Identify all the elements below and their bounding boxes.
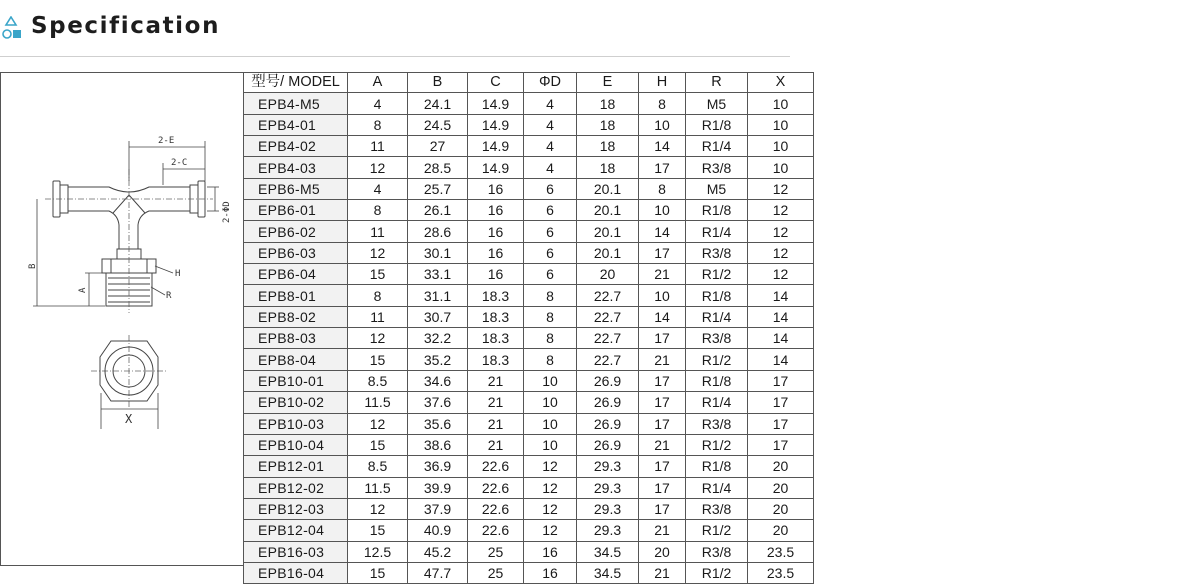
value-cell: 34.6 — [408, 370, 468, 391]
value-cell: 17 — [639, 456, 686, 477]
value-cell: 17 — [639, 242, 686, 263]
value-cell: 20 — [748, 498, 814, 519]
value-cell: 10 — [524, 413, 577, 434]
value-cell: R1/8 — [686, 200, 748, 221]
section-header — [0, 10, 790, 46]
value-cell: 10 — [748, 157, 814, 178]
value-cell: R1/4 — [686, 221, 748, 242]
value-cell: 35.6 — [408, 413, 468, 434]
value-cell: 21 — [639, 349, 686, 370]
value-cell: R1/8 — [686, 456, 748, 477]
value-cell: 17 — [639, 477, 686, 498]
value-cell: 10 — [524, 392, 577, 413]
dim-label-2c: 2-C — [171, 158, 188, 168]
table-row — [244, 264, 814, 285]
value-cell: 24.5 — [408, 114, 468, 135]
model-cell: EPB6-03 — [244, 242, 348, 263]
table-row — [244, 477, 814, 498]
table-row — [244, 221, 814, 242]
value-cell: 12 — [748, 221, 814, 242]
value-cell: 11.5 — [348, 392, 408, 413]
value-cell: 20 — [748, 456, 814, 477]
value-cell: 29.3 — [577, 520, 639, 541]
value-cell: 17 — [639, 328, 686, 349]
value-cell: R3/8 — [686, 157, 748, 178]
table-row — [244, 306, 814, 327]
model-cell: EPB8-03 — [244, 328, 348, 349]
value-cell: 18 — [577, 136, 639, 157]
value-cell: 14 — [639, 306, 686, 327]
value-cell: R1/2 — [686, 349, 748, 370]
table-row — [244, 285, 814, 306]
column-header: X — [748, 73, 814, 93]
value-cell: 12 — [524, 477, 577, 498]
value-cell: 17 — [748, 434, 814, 455]
model-cell: EPB8-04 — [244, 349, 348, 370]
value-cell: 14 — [748, 328, 814, 349]
value-cell: 20 — [748, 520, 814, 541]
value-cell: 11 — [348, 306, 408, 327]
value-cell: R3/8 — [686, 498, 748, 519]
value-cell: R1/4 — [686, 136, 748, 157]
value-cell: 18.3 — [468, 306, 524, 327]
model-cell: EPB16-03 — [244, 541, 348, 562]
value-cell: 17 — [639, 392, 686, 413]
column-header: H — [639, 73, 686, 93]
value-cell: 4 — [348, 178, 408, 199]
table-row — [244, 562, 814, 583]
model-cell: EPB12-04 — [244, 520, 348, 541]
model-cell: EPB4-M5 — [244, 93, 348, 114]
value-cell: M5 — [686, 178, 748, 199]
value-cell: 14 — [748, 349, 814, 370]
table-row — [244, 498, 814, 519]
value-cell: 16 — [468, 178, 524, 199]
value-cell: 29.3 — [577, 498, 639, 519]
dim-label-h: H — [175, 269, 181, 279]
value-cell: 38.6 — [408, 434, 468, 455]
model-cell: EPB6-04 — [244, 264, 348, 285]
value-cell: 6 — [524, 221, 577, 242]
value-cell: 29.3 — [577, 477, 639, 498]
table-row — [244, 541, 814, 562]
table-row — [244, 200, 814, 221]
table-row — [244, 114, 814, 135]
value-cell: 17 — [639, 498, 686, 519]
value-cell: 22.7 — [577, 349, 639, 370]
value-cell: 11 — [348, 136, 408, 157]
value-cell: 23.5 — [748, 562, 814, 583]
value-cell: 15 — [348, 349, 408, 370]
value-cell: 21 — [468, 413, 524, 434]
model-cell: EPB12-03 — [244, 498, 348, 519]
value-cell: 16 — [468, 200, 524, 221]
value-cell: 11 — [348, 221, 408, 242]
column-header: E — [577, 73, 639, 93]
value-cell: 16 — [524, 562, 577, 583]
value-cell: 16 — [468, 242, 524, 263]
value-cell: R1/4 — [686, 392, 748, 413]
value-cell: 12 — [524, 520, 577, 541]
value-cell: 17 — [639, 413, 686, 434]
model-cell: EPB8-02 — [244, 306, 348, 327]
value-cell: 18 — [577, 157, 639, 178]
value-cell: 10 — [524, 434, 577, 455]
value-cell: 22.6 — [468, 456, 524, 477]
value-cell: 8 — [524, 306, 577, 327]
value-cell: 40.9 — [408, 520, 468, 541]
value-cell: R1/2 — [686, 520, 748, 541]
value-cell: 18.3 — [468, 349, 524, 370]
value-cell: 29.3 — [577, 456, 639, 477]
value-cell: 8.5 — [348, 456, 408, 477]
model-cell: EPB6-01 — [244, 200, 348, 221]
value-cell: 4 — [524, 136, 577, 157]
value-cell: 8 — [524, 285, 577, 306]
value-cell: R1/2 — [686, 562, 748, 583]
technical-drawing — [0, 72, 243, 566]
value-cell: 16 — [524, 541, 577, 562]
value-cell: R1/2 — [686, 264, 748, 285]
value-cell: 37.6 — [408, 392, 468, 413]
value-cell: 18 — [577, 93, 639, 114]
value-cell: 33.1 — [408, 264, 468, 285]
dim-label-2e: 2-E — [158, 136, 175, 146]
value-cell: 22.6 — [468, 498, 524, 519]
value-cell: 10 — [524, 370, 577, 391]
table-row — [244, 456, 814, 477]
value-cell: 20.1 — [577, 200, 639, 221]
tee-fitting-drawing — [1, 73, 244, 567]
specification-table — [243, 72, 814, 584]
model-cell: EPB10-01 — [244, 370, 348, 391]
value-cell: 12 — [348, 157, 408, 178]
value-cell: 25 — [468, 541, 524, 562]
value-cell: 23.5 — [748, 541, 814, 562]
value-cell: 12 — [748, 264, 814, 285]
value-cell: 10 — [748, 114, 814, 135]
dim-label-b: B — [28, 263, 38, 269]
value-cell: 18.3 — [468, 285, 524, 306]
table-row — [244, 434, 814, 455]
value-cell: 8 — [348, 114, 408, 135]
value-cell: 12 — [348, 242, 408, 263]
table-row — [244, 370, 814, 391]
value-cell: 6 — [524, 200, 577, 221]
value-cell: 26.9 — [577, 370, 639, 391]
value-cell: 20.1 — [577, 178, 639, 199]
value-cell: R3/8 — [686, 413, 748, 434]
header-divider — [0, 56, 790, 57]
value-cell: 12 — [348, 498, 408, 519]
column-header: A — [348, 73, 408, 93]
value-cell: R1/4 — [686, 477, 748, 498]
table-row — [244, 520, 814, 541]
value-cell: 12 — [524, 498, 577, 519]
dim-label-r: R — [166, 291, 172, 301]
value-cell: 16 — [468, 221, 524, 242]
value-cell: 25 — [468, 562, 524, 583]
value-cell: 8 — [348, 200, 408, 221]
value-cell: 15 — [348, 264, 408, 285]
value-cell: R1/4 — [686, 306, 748, 327]
value-cell: 17 — [748, 392, 814, 413]
value-cell: 28.5 — [408, 157, 468, 178]
column-header: B — [408, 73, 468, 93]
value-cell: 8 — [524, 349, 577, 370]
value-cell: 14.9 — [468, 114, 524, 135]
value-cell: 30.1 — [408, 242, 468, 263]
model-cell: EPB12-02 — [244, 477, 348, 498]
column-header: C — [468, 73, 524, 93]
value-cell: 12 — [348, 328, 408, 349]
dim-label-x: X — [125, 412, 133, 426]
model-cell: EPB12-01 — [244, 456, 348, 477]
value-cell: 8 — [524, 328, 577, 349]
column-header: ΦD — [524, 73, 577, 93]
value-cell: 4 — [524, 114, 577, 135]
value-cell: R1/8 — [686, 370, 748, 391]
value-cell: 18 — [577, 114, 639, 135]
value-cell: 4 — [524, 157, 577, 178]
value-cell: 14.9 — [468, 93, 524, 114]
table-row — [244, 136, 814, 157]
value-cell: 10 — [748, 136, 814, 157]
shapes-icon — [2, 16, 22, 42]
table-row — [244, 242, 814, 263]
value-cell: 8 — [639, 178, 686, 199]
model-cell: EPB4-03 — [244, 157, 348, 178]
model-cell: EPB6-M5 — [244, 178, 348, 199]
model-cell: EPB16-04 — [244, 562, 348, 583]
value-cell: 22.6 — [468, 520, 524, 541]
value-cell: 10 — [639, 114, 686, 135]
table-row — [244, 413, 814, 434]
value-cell: 26.9 — [577, 413, 639, 434]
value-cell: 10 — [639, 285, 686, 306]
value-cell: 24.1 — [408, 93, 468, 114]
value-cell: 45.2 — [408, 541, 468, 562]
value-cell: 31.1 — [408, 285, 468, 306]
value-cell: 30.7 — [408, 306, 468, 327]
value-cell: 35.2 — [408, 349, 468, 370]
value-cell: 14 — [639, 136, 686, 157]
value-cell: 20 — [577, 264, 639, 285]
dim-label-a: A — [78, 287, 88, 293]
model-cell: EPB10-02 — [244, 392, 348, 413]
value-cell: 18.3 — [468, 328, 524, 349]
value-cell: 17 — [639, 370, 686, 391]
value-cell: 20 — [639, 541, 686, 562]
model-cell: EPB6-02 — [244, 221, 348, 242]
model-cell: EPB10-04 — [244, 434, 348, 455]
table-header-row — [244, 73, 814, 93]
value-cell: 17 — [748, 370, 814, 391]
value-cell: 21 — [639, 562, 686, 583]
value-cell: 14.9 — [468, 157, 524, 178]
value-cell: 15 — [348, 434, 408, 455]
value-cell: 8 — [348, 285, 408, 306]
value-cell: 34.5 — [577, 541, 639, 562]
value-cell: 12.5 — [348, 541, 408, 562]
value-cell: 12 — [748, 178, 814, 199]
value-cell: 12 — [524, 456, 577, 477]
value-cell: 21 — [468, 370, 524, 391]
page-title: Specification — [31, 13, 221, 39]
value-cell: 4 — [524, 93, 577, 114]
value-cell: 21 — [468, 392, 524, 413]
value-cell: 16 — [468, 264, 524, 285]
model-cell: EPB4-02 — [244, 136, 348, 157]
value-cell: 6 — [524, 242, 577, 263]
value-cell: 12 — [748, 242, 814, 263]
value-cell: 36.9 — [408, 456, 468, 477]
value-cell: 14.9 — [468, 136, 524, 157]
value-cell: 17 — [748, 413, 814, 434]
table-row — [244, 328, 814, 349]
value-cell: R3/8 — [686, 328, 748, 349]
value-cell: 14 — [639, 221, 686, 242]
value-cell: 6 — [524, 264, 577, 285]
value-cell: 20 — [748, 477, 814, 498]
value-cell: 22.6 — [468, 477, 524, 498]
table-row — [244, 93, 814, 114]
value-cell: 26.9 — [577, 434, 639, 455]
value-cell: 37.9 — [408, 498, 468, 519]
value-cell: M5 — [686, 93, 748, 114]
table-row — [244, 157, 814, 178]
value-cell: 6 — [524, 178, 577, 199]
value-cell: 10 — [748, 93, 814, 114]
table-row — [244, 392, 814, 413]
value-cell: R3/8 — [686, 541, 748, 562]
value-cell: 21 — [468, 434, 524, 455]
value-cell: 20.1 — [577, 242, 639, 263]
value-cell: 17 — [639, 157, 686, 178]
value-cell: 14 — [748, 285, 814, 306]
value-cell: 12 — [348, 413, 408, 434]
column-header: R — [686, 73, 748, 93]
value-cell: 20.1 — [577, 221, 639, 242]
value-cell: 26.1 — [408, 200, 468, 221]
value-cell: 12 — [748, 200, 814, 221]
table-row — [244, 349, 814, 370]
value-cell: 10 — [639, 200, 686, 221]
value-cell: R1/8 — [686, 285, 748, 306]
value-cell: 4 — [348, 93, 408, 114]
value-cell: 15 — [348, 520, 408, 541]
value-cell: 11.5 — [348, 477, 408, 498]
model-cell: EPB4-01 — [244, 114, 348, 135]
value-cell: 26.9 — [577, 392, 639, 413]
value-cell: 21 — [639, 520, 686, 541]
value-cell: 27 — [408, 136, 468, 157]
value-cell: 25.7 — [408, 178, 468, 199]
column-header-model: 型号/ MODEL — [244, 73, 348, 93]
value-cell: R1/8 — [686, 114, 748, 135]
value-cell: 21 — [639, 434, 686, 455]
value-cell: 22.7 — [577, 285, 639, 306]
value-cell: 21 — [639, 264, 686, 285]
value-cell: 8.5 — [348, 370, 408, 391]
value-cell: 15 — [348, 562, 408, 583]
value-cell: 34.5 — [577, 562, 639, 583]
value-cell: 39.9 — [408, 477, 468, 498]
model-cell: EPB8-01 — [244, 285, 348, 306]
value-cell: 32.2 — [408, 328, 468, 349]
value-cell: 14 — [748, 306, 814, 327]
value-cell: R1/2 — [686, 434, 748, 455]
dim-label-2phid: 2-ΦD — [222, 201, 232, 223]
value-cell: 22.7 — [577, 306, 639, 327]
value-cell: 22.7 — [577, 328, 639, 349]
value-cell: 8 — [639, 93, 686, 114]
value-cell: R3/8 — [686, 242, 748, 263]
value-cell: 47.7 — [408, 562, 468, 583]
model-cell: EPB10-03 — [244, 413, 348, 434]
table-row — [244, 178, 814, 199]
value-cell: 28.6 — [408, 221, 468, 242]
